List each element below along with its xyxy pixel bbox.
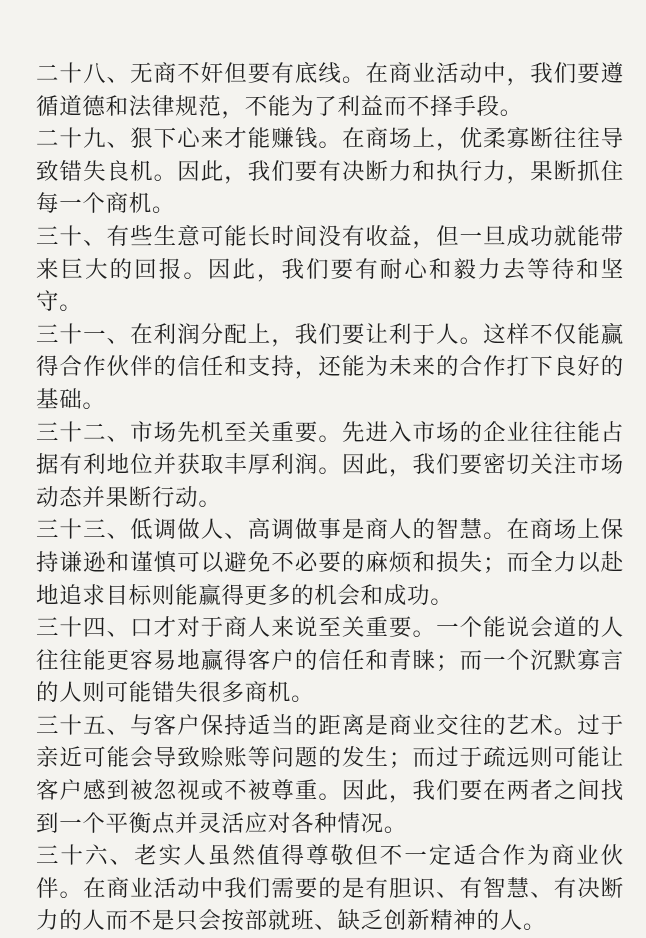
paragraph-33: 三十三、低调做人、高调做事是商人的智慧。在商场上保持谦逊和谨慎可以避免不必要的麻烦和损失；而全力以赴地追求目标则能赢得更多的机会和成功。 [36, 517, 624, 609]
paragraph-35: 三十五、与客户保持适当的距离是商业交往的艺术。过于亲近可能会导致赊账等问题的发生；而过于疏远则可能让客户感到被忽视或不被尊重。因此，我们要在两者之间找到一个平衡点并灵活应对各种情况。 [36, 712, 624, 837]
paragraph-36: 三十六、老实人虽然值得尊敬但不一定适合作为商业伙伴。在商业活动中我们需要的是有胆识、有智慧、有决断力的人而不是只会按部就班、缺乏创新精神的人。 [36, 843, 624, 935]
paragraph-31: 三十一、在利润分配上，我们要让利于人。这样不仅能赢得合作伙伴的信任和支持，还能为未来的合作打下良好的基础。 [36, 321, 624, 413]
paragraph-34: 三十四、口才对于商人来说至关重要。一个能说会道的人往往能更容易地赢得客户的信任和青睐；而一个沉默寡言的人则可能错失很多商机。 [36, 615, 624, 707]
paragraph-32: 三十二、市场先机至关重要。先进入市场的企业往往能占据有利地位并获取丰厚利润。因此，我们要密切关注市场动态并果断行动。 [36, 419, 624, 511]
paragraph-28: 二十八、无商不奸但要有底线。在商业活动中，我们要遵循道德和法律规范，不能为了利益而不择手段。 [36, 61, 624, 120]
paragraph-29: 二十九、狠下心来才能赚钱。在商场上，优柔寡断往往导致错失良机。因此，我们要有决断力和执行力，果断抓住每一个商机。 [36, 126, 624, 218]
paragraph-30: 三十、有些生意可能长时间没有收益，但一旦成功就能带来巨大的回报。因此，我们要有耐心和毅力去等待和坚守。 [36, 223, 624, 316]
